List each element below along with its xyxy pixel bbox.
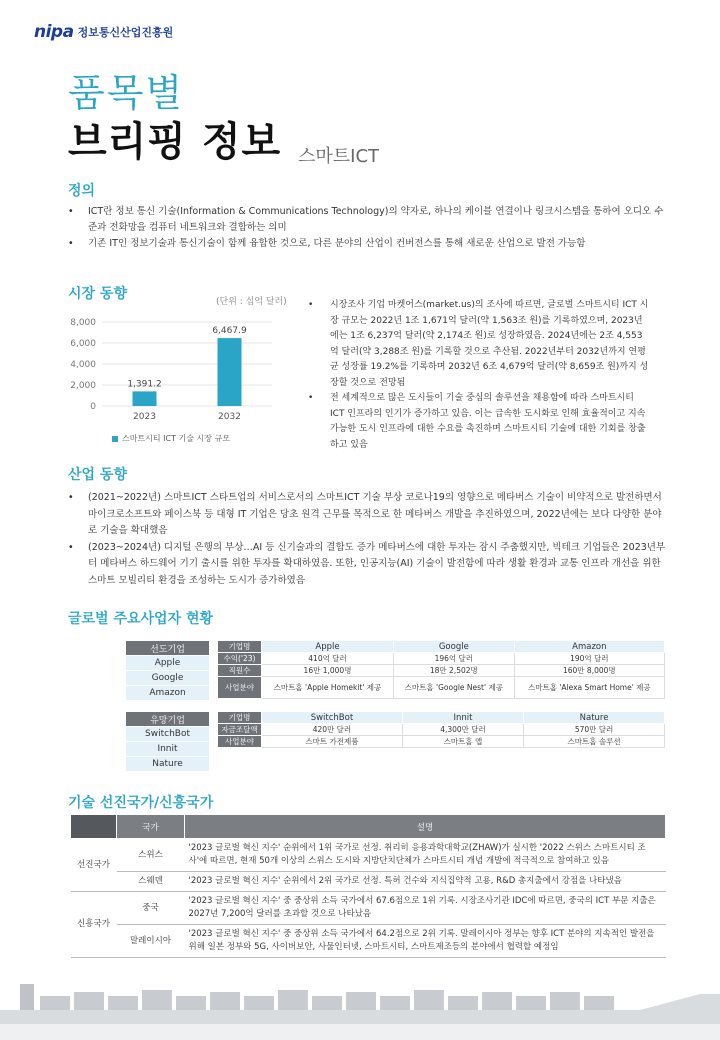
country-group: 선진국가 xyxy=(71,839,117,892)
row-label: 수익('23) xyxy=(218,653,262,665)
country-name: 스위스 xyxy=(117,839,185,872)
industry-item: • (2021~2022년) 스마트ICT 스타트업의 서비스로서의 스마트ICT 기술 부상 코로나19의 영향으로 메타버스 기술이 비약적으로 발전하면서 마이크로소프트와 페이스북 등 대형 IT 기업은 당초 원격 근무를 목적으로 한 메타버스 개발을 추진하였으며, 2022년에는 보다 다양한 분야로 기술을 확대했음 xyxy=(66,490,666,540)
table-cell: 16만 1,000명 xyxy=(262,665,394,677)
chart-y-tick-label: 4,000 xyxy=(70,360,96,370)
definition-item: • ICT란 정보 통신 기술(Information & Communications Technology)의 약자로, 하나의 케이블 연결이나 링크시스템을 통하여 오디오 수준과 전화망을 컴퓨터 네트워크와 결합하는 의미 xyxy=(66,204,666,236)
header-logo xyxy=(34,22,173,42)
company-col: Apple xyxy=(262,641,394,653)
table-cell: 18만 2,502명 xyxy=(394,665,515,677)
market-list xyxy=(306,298,651,453)
market-item: • 시장조사 기업 마켓어스(market.us)의 조사에 따르면, 글로벌 스마트시티 ICT 시장 규모는 2022년 1조 1,671억 달러(약 1,563조 원)를 기록하였으며, 2023년에는 1조 6,237억 달러(약 2,174조 원)로 성장하였음. 2024년에는 2조 4,553억 달러(약 3,288조 원)를 기록할 것으로 추산됨. 2022년부터 2032년까지 연평균 성장률 19.2%를 기록하며 2032년 6조 4,679억 달러(약 8,659조 원)까지 성장할 것으로 전망됨 xyxy=(306,298,651,391)
emerging-company: SwitchBot xyxy=(126,727,210,742)
leading-companies-table xyxy=(125,640,210,701)
table-cell: 스마트홈 솔루션 xyxy=(524,736,665,748)
country-col-header: 국가 xyxy=(117,815,185,839)
chart-unit-label: (단위 : 십억 달러) xyxy=(216,297,287,307)
table-cell: 410억 달러 xyxy=(262,653,394,665)
company-col: SwitchBot xyxy=(262,712,403,724)
company-col: Google xyxy=(394,641,515,653)
market-bar-chart xyxy=(62,290,302,450)
emerging-header: 유망기업 xyxy=(126,712,210,727)
country-desc: '2023 글로벌 혁신 지수' 순위에서 2위 국가로 선정. 특허 건수와 지식집약적 고용, R&D 총지출에서 강점을 나타냈음 xyxy=(185,872,666,892)
country-desc: '2023 글로벌 혁신 지수' 순위에서 1위 국가로 선정. 취리히 응용과학대학교(ZHAW)가 실시한 '2022 스위스 스마트시티 조사'에 따르면, 현재 50개 이상의 스위스 도시와 지방단치단체가 스마트시티 개념 개발에 적극적으로 참여하고 있음 xyxy=(185,839,666,872)
market-heading: 시장 동향 xyxy=(68,286,127,302)
table-cell: 420만 달러 xyxy=(262,724,403,736)
definition-item: • 기존 IT인 정보기술과 통신기술이 함께 융합한 것으로, 다른 분야의 산업이 컨버전스를 통해 새로운 산업으로 발전 가능함 xyxy=(66,236,666,252)
chart-y-tick-label: 8,000 xyxy=(70,318,96,328)
chart-legend xyxy=(112,433,230,444)
chart-y-tick-label: 6,000 xyxy=(70,339,96,349)
title-subtitle: 스마트ICT xyxy=(298,146,380,167)
chart-bar xyxy=(133,391,157,406)
table-cell: 160만 8,000명 xyxy=(514,665,664,677)
countries-heading: 기술 선진국가/신흥국가 xyxy=(68,795,214,811)
row-label: 사업분야 xyxy=(218,736,262,748)
company-col: Amazon xyxy=(514,641,664,653)
table-cell: 570만 달러 xyxy=(524,724,665,736)
title-line2: 브리핑 정보 xyxy=(68,119,282,165)
chart-data-label: 6,467.9 xyxy=(212,326,247,337)
industry-list xyxy=(66,490,666,589)
table-cell: 4,300만 달러 xyxy=(402,724,523,736)
company-col: Innit xyxy=(402,712,523,724)
table-cell: 스마트 가전제품 xyxy=(262,736,403,748)
emerging-company: Innit xyxy=(126,742,210,757)
leading-details-table xyxy=(217,640,665,699)
row-label: 사업분야 xyxy=(218,677,262,699)
emerging-details-table xyxy=(217,711,665,748)
chart-y-tick-label: 2,000 xyxy=(70,381,96,391)
company-col: Nature xyxy=(524,712,665,724)
definition-list xyxy=(66,204,666,252)
corner-cell: 기업명 xyxy=(218,641,262,653)
country-group: 신흥국가 xyxy=(71,892,117,958)
country-name: 중국 xyxy=(117,892,185,925)
table-cell: 196억 달러 xyxy=(394,653,515,665)
country-name: 스웨덴 xyxy=(117,872,185,892)
definition-heading: 정의 xyxy=(68,183,96,199)
industry-heading: 산업 동향 xyxy=(68,467,127,483)
country-desc: '2023 글로벌 혁신 지수' 중 중상위 소득 국가에서 67.6점으로 1위 기록. 시장조사기관 IDC에 따르면, 중국의 ICT 부문 지출은 2027년 7,200억 달러를 초과할 것으로 나타났음 xyxy=(185,892,666,925)
corner-cell xyxy=(71,815,117,839)
chart-x-tick-label: 2032 xyxy=(218,412,241,422)
table-cell: 스마트홈 앱 xyxy=(402,736,523,748)
table-cell: 스마트홈 'Google Nest' 제공 xyxy=(394,677,515,699)
emerging-company: Nature xyxy=(126,757,210,772)
legend-swatch xyxy=(112,436,118,442)
row-label: 자금조달액 xyxy=(218,724,262,736)
row-label: 직원수 xyxy=(218,665,262,677)
leading-company: Apple xyxy=(126,656,210,671)
chart-x-tick-label: 2023 xyxy=(133,412,156,422)
title-line1: 품목별 xyxy=(68,71,185,115)
country-desc: '2023 글로벌 혁신 지수' 중 중상위 소득 국가에서 64.2점으로 2위 기록. 말레이시아 정부는 향후 ICT 분야의 지속적인 발전을 위해 일본 정부와 5G, 사이버보안, 사물인터넷, 스마트시티, 스마트제조등의 분야에서 협력할 예정임 xyxy=(185,925,666,958)
leading-company: Amazon xyxy=(126,686,210,701)
nipa-logo-text: 정보통신산업진흥원 xyxy=(77,26,174,39)
market-item: • 전 세계적으로 많은 도시들이 기술 중심의 솔루션을 채용함에 따라 스마트시티 ICT 인프라의 인기가 증가하고 있음. 이는 급속한 도시화로 인해 효율적이고 지속 가능한 도시 인프라에 대한 수요를 촉진하며 스마트시티 기술에 대한 기회를 창출하고 있음 xyxy=(306,391,651,453)
cargo-ship-illustration xyxy=(0,976,720,1040)
table-cell: 190억 달러 xyxy=(514,653,664,665)
chart-data-label: 1,391.2 xyxy=(127,379,162,390)
leading-company: Google xyxy=(126,671,210,686)
chart-bar xyxy=(218,338,242,406)
legend-label: 스마트시티 ICT 기술 시장 규모 xyxy=(122,434,231,443)
emerging-companies-table xyxy=(125,711,210,772)
global-heading: 글로벌 주요사업자 현황 xyxy=(68,611,213,627)
nipa-logo-mark: nipa xyxy=(34,22,74,42)
desc-col-header: 설명 xyxy=(185,815,666,839)
chart-y-tick-label: 0 xyxy=(90,402,96,412)
industry-item: • (2023~2024년) 디지털 은행의 부상…AI 등 신기술과의 결합도 증가 메타버스에 대한 투자는 잠시 주춤했지만, 빅테크 기업들은 2023년부터 메타버스 하드웨어 기기 출시를 위한 투자를 확대하였음. 또한, 인공지능(AI) 기술이 발전함에 따라 생활 환경과 교통 인프라 개선을 위한 스마트 모빌리티 환경을 조성하는 도시가 증가하였음 xyxy=(66,540,666,590)
countries-table xyxy=(70,814,666,958)
table-cell: 스마트홈 'Apple Homekit' 제공 xyxy=(262,677,394,699)
country-name: 말레이시아 xyxy=(117,925,185,958)
table-cell: 스마트홈 'Alexa Smart Home' 제공 xyxy=(514,677,664,699)
corner-cell: 기업명 xyxy=(218,712,262,724)
leading-header: 선도기업 xyxy=(126,641,210,656)
